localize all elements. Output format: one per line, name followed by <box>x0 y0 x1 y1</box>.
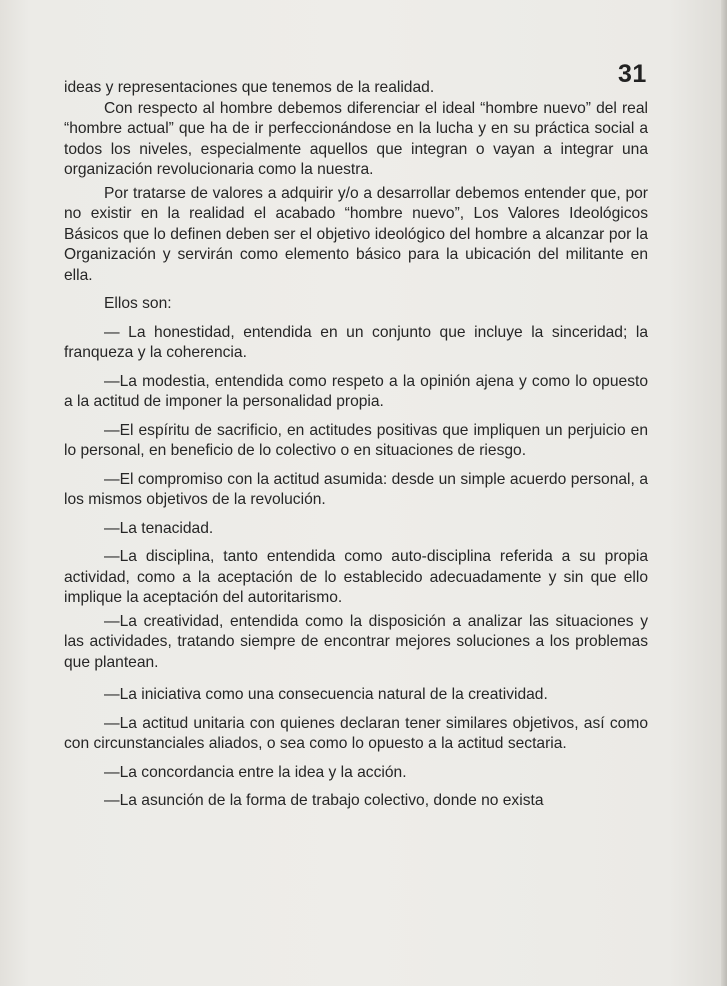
list-item-tenacidad: —La tenacidad. <box>104 519 214 537</box>
list-item-modestia: —La modestia, entendida como respeto a la opinión ajena y como lo opuesto a la actitud de imponer la personalidad propia. <box>64 372 648 410</box>
paragraph-continuation: ideas y representaciones que tenemos de la realidad. <box>64 79 435 96</box>
list-item-honestidad: — La honestidad, entendida en un conjunto que incluye la sinceridad; la franqueza y la coherencia. <box>64 323 648 361</box>
page-spine-shadow <box>721 0 727 986</box>
paragraph-hombre-nuevo: Con respecto al hombre debemos diferenciar el ideal “hombre nuevo” del real “hombre actual” que ha de ir perfeccionándose en la lucha y en su práctica social a todos los niveles, especialmente aquellos que integran o vayan a integrar una organización revolucionaria como la nuestra. <box>64 99 648 178</box>
list-item-sacrificio: —El espíritu de sacrificio, en actitudes positivas que impliquen un perjuicio en lo personal, en beneficio de lo colectivo o en situaciones de riesgo. <box>64 421 648 459</box>
list-item-disciplina: —La disciplina, tanto entendida como auto-disciplina referida a su propia actividad, como a la aceptación de lo establecido adecuadamente y sin que ello implique la aceptación del autoritarismo. <box>64 548 648 606</box>
body-text <box>64 78 648 812</box>
list-item-trabajo-colectivo: —La asunción de la forma de trabajo colectivo, donde no exista <box>104 792 544 809</box>
list-item-compromiso: —El compromiso con la actitud asumida: desde un simple acuerdo personal, a los mismos objetivos de la revolución. <box>64 470 648 508</box>
list-item-iniciativa: —La iniciativa como una consecuencia natural de la creatividad. <box>104 686 548 703</box>
list-item-concordancia: —La concordancia entre la idea y la acción. <box>104 763 407 781</box>
page-number: 31 <box>618 60 647 88</box>
list-item-actitud-unitaria: —La actitud unitaria con quienes declaran tener similares objetivos, así como con circunstanciales aliados, o sea como lo opuesto a la actitud sectaria. <box>64 714 648 752</box>
paragraph-ellos-son: Ellos son: <box>104 295 172 312</box>
paragraph-valores: Por tratarse de valores a adquirir y/o a desarrollar debemos entender que, por no existir en la realidad el acabado “hombre nuevo”, Los Valores Ideológicos Básicos que lo definen deben ser el objetivo ideológico del hombre a alcanzar por la Organización y servirán como elemento básico para la ubicación del militante en ella. <box>64 184 648 284</box>
list-item-creatividad: —La creatividad, entendida como la disposición a analizar las situaciones y las actividades, tratando siempre de encontrar mejores soluciones a los problemas que plantean. <box>64 612 648 671</box>
